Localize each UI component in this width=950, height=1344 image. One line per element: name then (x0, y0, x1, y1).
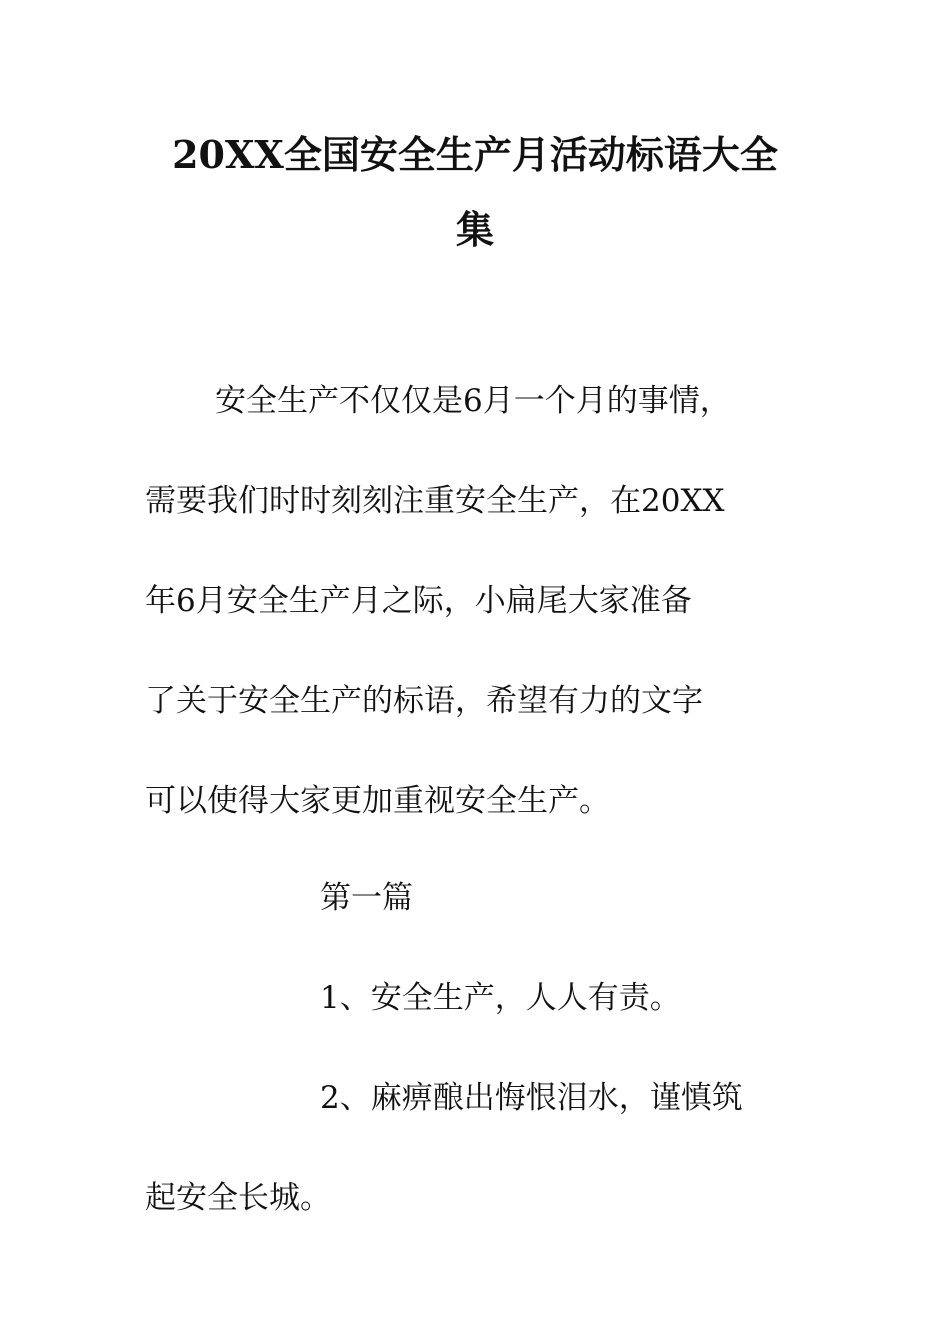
intro-paragraph-line-4: 了关于安全生产的标语，希望有力的文字 (145, 683, 703, 719)
slogan-item-2-line-1: 2、麻痹酿出悔恨泪水，谨慎筑 (320, 1080, 743, 1116)
slogan-item-1: 1、安全生产，人人有责。 (320, 980, 681, 1016)
section-heading: 第一篇 (320, 880, 413, 916)
intro-paragraph-line-2: 需要我们时时刻刻注重安全生产，在20XX (145, 483, 725, 519)
document-title-line-1: 20XX全国安全生产月活动标语大全 (172, 132, 778, 177)
document-title-line-2: 集 (455, 207, 494, 252)
intro-paragraph-line-5: 可以使得大家更加重视安全生产。 (145, 783, 610, 819)
slogan-item-2-line-2: 起安全长城。 (145, 1180, 331, 1216)
intro-paragraph-line-1: 安全生产不仅仅是6月一个月的事情， (215, 383, 731, 419)
intro-paragraph-line-3: 年6月安全生产月之际，小扁尾大家准备 (145, 583, 692, 619)
